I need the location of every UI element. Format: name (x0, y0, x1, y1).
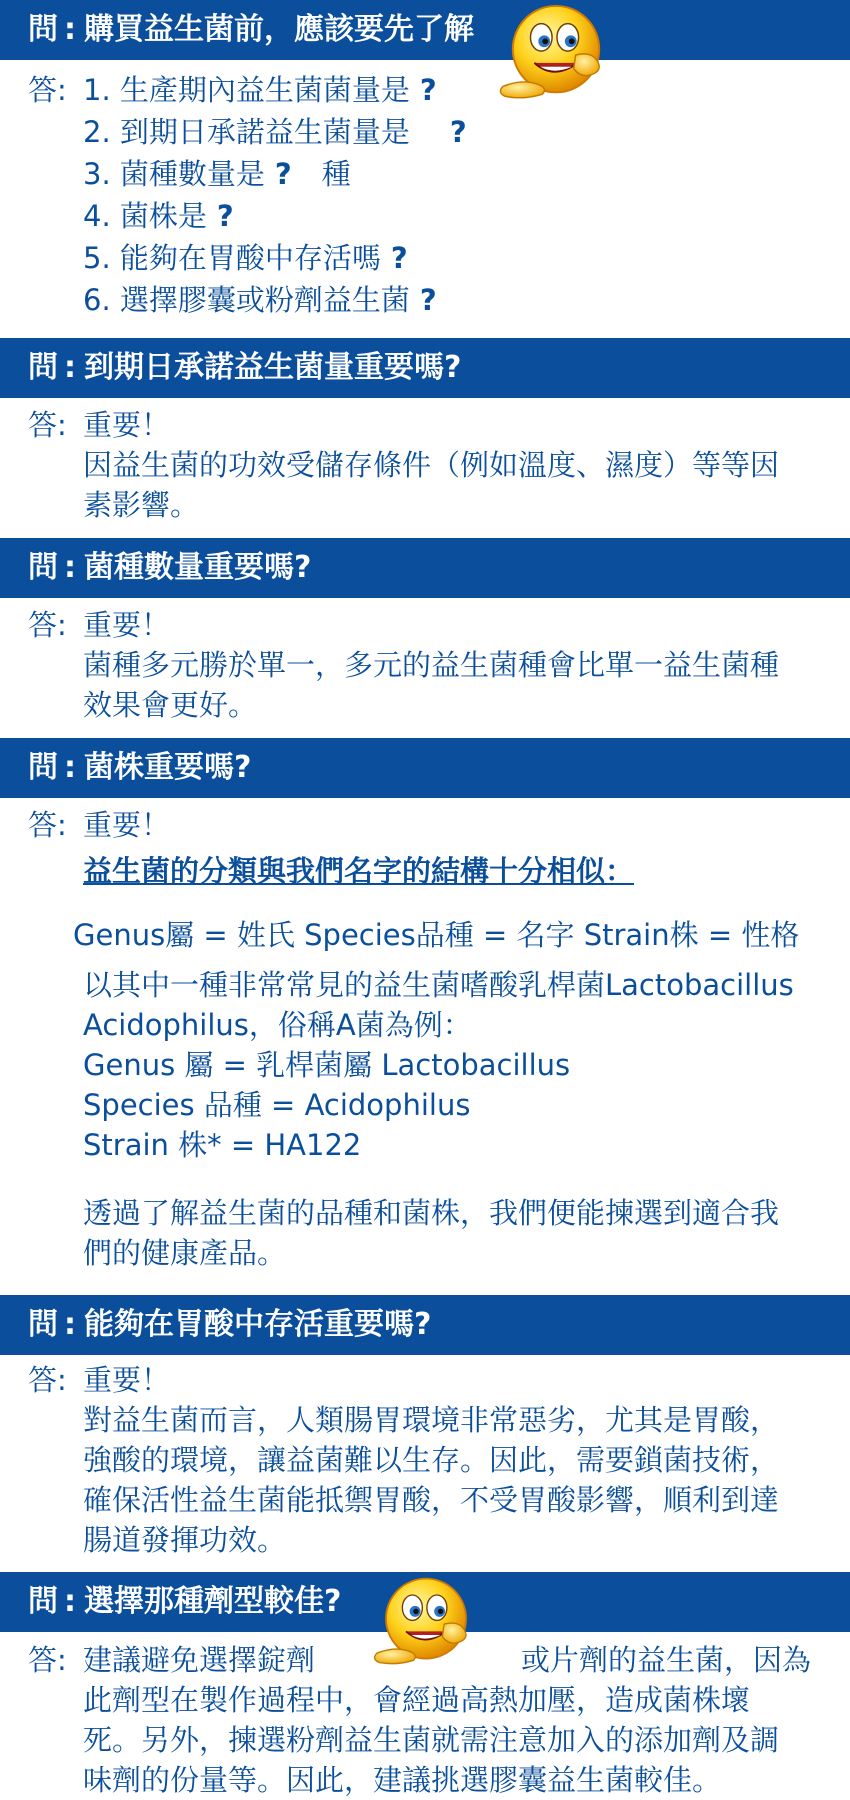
colon: : (64, 12, 76, 47)
list-item: 5. 能夠在胃酸中存活嗎 ? (83, 241, 408, 275)
list-item: 1. 生產期內益生菌菌量是 ? (83, 73, 437, 107)
question-label: 問 (28, 1307, 58, 1342)
question-label: 問 (28, 12, 58, 47)
question-bar-1 (0, 0, 850, 60)
answer-text (83, 405, 823, 525)
question-label: 問 (28, 750, 58, 785)
question-label: 問 (28, 550, 58, 585)
answer-text (83, 605, 823, 725)
question-bar-2 (0, 338, 850, 398)
answer-line: 對益生菌而言，人類腸胃環境非常惡劣，尤其是胃酸， (83, 1403, 780, 1437)
example-text (83, 965, 823, 1165)
genus-species-strain-line: Genus屬 = 姓氏 Species品種 = 名字 Strain株 = 性格 (73, 918, 800, 952)
list-item: 3. 菌種數量是 ? 種 (83, 157, 351, 191)
list-item: 6. 選擇膠囊或粉劑益生菌 ? (83, 283, 437, 317)
closing-line: 透過了解益生菌的品種和菌株，我們便能揀選到適合我 (83, 1196, 780, 1230)
colon: : (64, 750, 76, 785)
question-text-2: 到期日承諾益生菌量重要嗎? (84, 350, 462, 385)
question-text-6: 選擇那種劑型較佳? (84, 1584, 342, 1619)
answer-text (83, 805, 823, 891)
question-label: 問 (28, 1584, 58, 1619)
colon: : (64, 350, 76, 385)
question-label: 問 (28, 350, 58, 385)
answer-line: 死。另外，揀選粉劑益生菌就需注意加入的添加劑及調 (83, 1723, 780, 1757)
answer-text (83, 1360, 823, 1560)
answer-line: 此劑型在製作過程中，會經過高熱加壓，造成菌株壞 (83, 1683, 751, 1717)
colon: : (64, 1307, 76, 1342)
colon: : (64, 1584, 76, 1619)
answer-line: 因益生菌的功效受儲存條件（例如溫度、濕度）等等因 (83, 448, 780, 482)
example-line: Acidophilus，俗稱A菌為例： (83, 1008, 472, 1042)
list-item: 4. 菌株是 ? (83, 199, 234, 233)
example-line: 以其中一種非常常見的益生菌嗜酸乳桿菌Lactobacillus (83, 968, 794, 1002)
answer-line: 重要！ (83, 808, 171, 842)
colon: : (64, 550, 76, 585)
classification-subtitle: 益生菌的分類與我們名字的結構十分相似： (83, 854, 635, 888)
question-bar-4 (0, 738, 850, 798)
question-text-4: 菌株重要嗎? (84, 750, 252, 785)
answer-line: 確保活性益生菌能抵禦胃酸，不受胃酸影響，順利到達 (83, 1483, 780, 1517)
answer-line: 味劑的份量等。因此，建議挑選膠囊益生菌較佳。 (83, 1763, 722, 1797)
answer-label: 答: (28, 73, 67, 107)
answer-list (83, 70, 823, 322)
answer-line: 重要！ (83, 608, 171, 642)
closing-text (83, 1193, 823, 1273)
answer-label: 答: (28, 1363, 67, 1397)
closing-line: 們的健康產品。 (83, 1236, 287, 1270)
list-item: 2. 到期日承諾益生菌量是 ? (83, 115, 467, 149)
answer-text (83, 1640, 823, 1800)
example-line: Species 品種 = Acidophilus (83, 1088, 471, 1122)
question-text-1: 購買益生菌前，應該要先了解 (84, 12, 474, 47)
example-line: Genus 屬 = 乳桿菌屬 Lactobacillus (83, 1048, 571, 1082)
example-line: Strain 株* = HA122 (83, 1128, 362, 1162)
question-bar-5 (0, 1295, 850, 1355)
answer-line: 重要！ (83, 408, 171, 442)
question-text-3: 菌種數量重要嗎? (84, 550, 312, 585)
answer-line: 重要！ (83, 1363, 171, 1397)
answer-label: 答: (28, 808, 67, 842)
answer-label: 答: (28, 608, 67, 642)
question-text-5: 能夠在胃酸中存活重要嗎? (84, 1307, 432, 1342)
answer-line: 腸道發揮功效。 (83, 1523, 287, 1557)
answer-line: 建議避免選擇錠劑 或片劑的益生菌，因為 (83, 1643, 812, 1677)
answer-line: 素影響。 (83, 488, 200, 522)
question-bar-3 (0, 538, 850, 598)
answer-line: 效果會更好。 (83, 688, 258, 722)
answer-line: 強酸的環境，讓益菌難以生存。因此，需要鎖菌技術， (83, 1443, 780, 1477)
answer-label: 答: (28, 1643, 67, 1677)
answer-label: 答: (28, 408, 67, 442)
answer-line: 菌種多元勝於單一，多元的益生菌種會比單一益生菌種 (83, 648, 780, 682)
